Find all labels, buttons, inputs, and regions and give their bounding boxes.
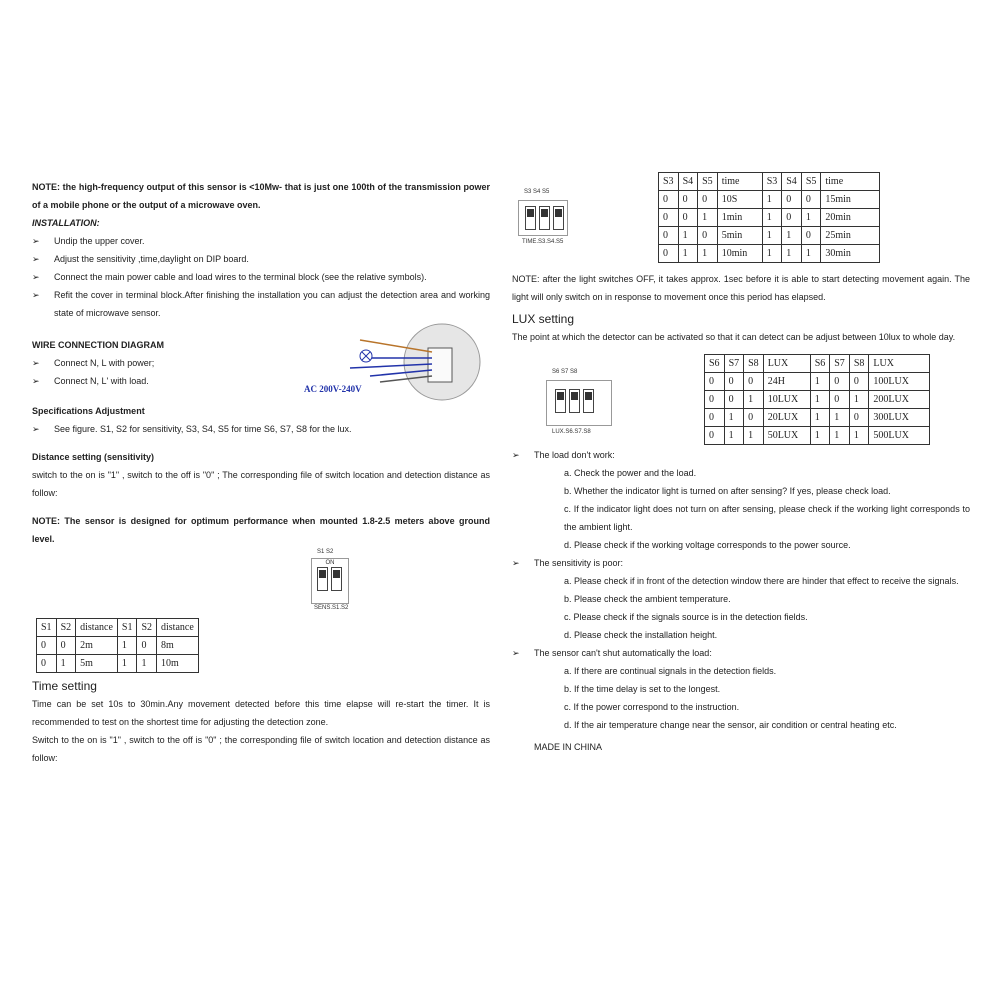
voltage-label: AC 200V-240V	[304, 384, 362, 394]
note-label: NOTE:	[32, 182, 60, 192]
table-cell: 25min	[821, 227, 880, 245]
table-cell: 1	[117, 637, 137, 655]
table-cell: 10m	[157, 655, 199, 673]
trouble-item: d. Please check the installation height.	[564, 630, 718, 640]
left-column	[32, 178, 490, 767]
table-cell: 0	[849, 409, 869, 427]
dip-switch	[583, 389, 594, 413]
dip-caption: TIME.S3.S4.S5	[522, 239, 564, 245]
table-row	[659, 245, 880, 263]
table-cell: 1	[810, 391, 830, 409]
table-cell: 24H	[763, 373, 810, 391]
table-cell: 8m	[157, 637, 199, 655]
table-cell: 0	[724, 391, 744, 409]
dip-switch-box	[311, 558, 349, 604]
table-cell: 0	[801, 191, 821, 209]
table-header-row	[659, 173, 880, 191]
note-text: the high-frequency output of this sensor is <10Mw- that is just one 100th of the transmission power of a mobile phone or the output of a microwave oven.	[32, 182, 490, 210]
table-header: distance	[157, 619, 199, 637]
table-cell: 1	[849, 391, 869, 409]
table-cell: 1	[744, 391, 764, 409]
dip-switch	[539, 206, 550, 230]
trouble-item: c. If the power correspond to the instruction.	[564, 702, 740, 712]
dip-switch	[331, 567, 342, 591]
time-text: Time can be set 10s to 30min.Any movement detected before this time elapse will re-start the timer. It is recommended to test on the shortest time for adjusting the detection zone.	[32, 699, 490, 727]
time-switch-text: Switch to the on is "1" , switch to the off is "0" ; the corresponding file of switch location and detection distance as follow:	[32, 735, 490, 763]
table-cell: 0	[37, 655, 57, 673]
table-cell: 100LUX	[869, 373, 930, 391]
table-cell: 1	[678, 245, 698, 263]
table-cell: 1	[762, 227, 782, 245]
table-cell: 1	[782, 227, 802, 245]
table-cell: 1	[782, 245, 802, 263]
table-cell: 0	[705, 427, 725, 445]
table-header: S7	[724, 355, 744, 373]
dip-caption: SENS.S1.S2	[314, 605, 349, 611]
table-cell: 10S	[717, 191, 762, 209]
table-cell: 0	[37, 637, 57, 655]
table-header: S8	[849, 355, 869, 373]
table-cell: 1	[56, 655, 76, 673]
dip-label: S6 S7 S8	[552, 369, 578, 375]
table-cell: 0	[724, 373, 744, 391]
table-cell: 500LUX	[869, 427, 930, 445]
table-header: S8	[744, 355, 764, 373]
table-cell: 0	[830, 391, 850, 409]
time-table	[658, 172, 880, 263]
table-cell: 0	[659, 209, 679, 227]
distance-heading: Distance setting (sensitivity)	[32, 452, 155, 462]
table-cell: 15min	[821, 191, 880, 209]
table-cell: 1	[698, 245, 718, 263]
dip-switch	[317, 567, 328, 591]
wire-step: ➢ Connect N, L' with load.	[32, 372, 149, 390]
trouble-item: a. Please check if in front of the detection window there are hinder that effect to receive the signals.	[564, 576, 959, 586]
note-label: NOTE:	[32, 516, 60, 526]
note-text: The sensor is designed for optimum performance when mounted 1.8-2.5 meters above ground level.	[32, 516, 490, 544]
note-output	[32, 178, 490, 214]
dip-switch	[569, 389, 580, 413]
distance-text: switch to the on is "1" , switch to the off is "0" ; The corresponding file of switch location and detection distance as follow:	[32, 470, 490, 498]
table-cell: 10min	[717, 245, 762, 263]
table-cell: 200LUX	[869, 391, 930, 409]
table-row	[705, 391, 930, 409]
table-cell: 2m	[76, 637, 118, 655]
dip-label: S3 S4 S5	[524, 189, 550, 195]
trouble-title: ➢ The sensor can't shut automatically the load:	[512, 644, 970, 662]
table-cell: 0	[744, 409, 764, 427]
table-cell: 1	[801, 209, 821, 227]
table-cell: 0	[698, 227, 718, 245]
table-header: S2	[56, 619, 76, 637]
trouble-item: a. If there are continual signals in the detection fields.	[564, 666, 777, 676]
dip-label: S1 S2	[317, 549, 334, 555]
installation-step: ➢ Adjust the sensitivity ,time,daylight on DIP board.	[32, 250, 490, 268]
table-cell: 0	[137, 637, 157, 655]
table-cell: 1	[137, 655, 157, 673]
dip-switch	[555, 389, 566, 413]
table-header: S7	[830, 355, 850, 373]
trouble-item: c. If the indicator light does not turn on after sensing, please check if the working light corresponds to the ambient light.	[564, 504, 970, 532]
trouble-item: b. Please check the ambient temperature.	[564, 594, 731, 604]
installation-step: ➢ Undip the upper cover.	[32, 232, 490, 250]
right-column	[512, 172, 970, 756]
dip-sensitivity	[32, 548, 490, 614]
table-cell: 1	[724, 427, 744, 445]
table-row	[705, 427, 930, 445]
table-cell: 20LUX	[763, 409, 810, 427]
distance-table	[36, 618, 199, 673]
table-row	[705, 373, 930, 391]
dip-switch-box	[546, 380, 612, 426]
table-cell: 1	[762, 209, 782, 227]
table-cell: 0	[744, 373, 764, 391]
table-cell: 1	[724, 409, 744, 427]
note-mounting	[32, 512, 490, 548]
table-cell: 5min	[717, 227, 762, 245]
table-cell: 1	[830, 409, 850, 427]
table-header: S6	[810, 355, 830, 373]
table-cell: 0	[678, 191, 698, 209]
trouble-title: ➢ The sensitivity is poor:	[512, 554, 970, 572]
table-cell: 0	[782, 209, 802, 227]
trouble-item: a. Check the power and the load.	[564, 468, 697, 478]
spec-heading: Specifications Adjustment	[32, 406, 145, 416]
table-cell: 0	[705, 391, 725, 409]
table-cell: 0	[782, 191, 802, 209]
dip-switch	[525, 206, 536, 230]
table-row	[37, 637, 199, 655]
installation-step: ➢ Refit the cover in terminal block.After finishing the installation you can adjust the detection area and working state of microwave sensor.	[32, 286, 490, 322]
table-cell: 0	[830, 373, 850, 391]
dip-switch-box	[518, 200, 568, 236]
wire-heading: WIRE CONNECTION DIAGRAM	[32, 340, 164, 350]
table-row	[659, 191, 880, 209]
table-cell: 0	[659, 227, 679, 245]
table-header: S3	[762, 173, 782, 191]
table-header: distance	[76, 619, 118, 637]
table-row	[659, 209, 880, 227]
table-header: S2	[137, 619, 157, 637]
dip-on-label: ON	[325, 560, 335, 566]
time-dip-section	[512, 172, 970, 270]
lux-dip-section	[512, 354, 970, 446]
trouble-item: b. If the time delay is set to the longest.	[564, 684, 721, 694]
table-header: LUX	[869, 355, 930, 373]
table-header: LUX	[763, 355, 810, 373]
table-cell: 1	[810, 427, 830, 445]
note-delay: NOTE: after the light switches OFF, it takes approx. 1sec before it is able to start detecting movement again. The light will only switch on in response to movement once this period has elapsed.	[512, 274, 970, 302]
time-heading: Time setting	[32, 679, 97, 693]
table-cell: 0	[56, 637, 76, 655]
table-row	[705, 409, 930, 427]
table-header: S3	[659, 173, 679, 191]
table-cell: 0	[659, 191, 679, 209]
table-cell: 1	[117, 655, 137, 673]
table-cell: 1	[698, 209, 718, 227]
wire-section	[32, 326, 490, 402]
installation-heading: INSTALLATION:	[32, 218, 100, 228]
table-cell: 0	[705, 373, 725, 391]
table-cell: 1	[849, 427, 869, 445]
table-header: S5	[698, 173, 718, 191]
lux-table	[704, 354, 930, 445]
table-cell: 0	[801, 227, 821, 245]
made-in: MADE IN CHINA	[534, 742, 603, 752]
trouble-title: ➢ The load don't work:	[512, 446, 970, 464]
table-header: S6	[705, 355, 725, 373]
terminal-block	[428, 348, 452, 382]
table-cell: 10LUX	[763, 391, 810, 409]
trouble-item: b. Whether the indicator light is turned on after sensing? If yes, please check load.	[564, 486, 891, 496]
table-row	[659, 227, 880, 245]
table-header: S1	[37, 619, 57, 637]
trouble-item: d. If the air temperature change near the sensor, air condition or central heating etc.	[564, 720, 897, 730]
table-cell: 0	[849, 373, 869, 391]
table-cell: 5m	[76, 655, 118, 673]
table-cell: 1	[810, 409, 830, 427]
lux-heading: LUX setting	[512, 312, 575, 326]
table-cell: 1	[801, 245, 821, 263]
table-cell: 1	[830, 427, 850, 445]
lux-text: The point at which the detector can be activated so that it can detect can be adjust between 10lux to whole day.	[512, 332, 956, 342]
table-cell: 1	[810, 373, 830, 391]
table-cell: 50LUX	[763, 427, 810, 445]
wire-step: ➢ Connect N, L with power;	[32, 354, 154, 372]
dip-caption: LUX.S6.S7.S8	[552, 429, 591, 435]
table-header-row	[37, 619, 199, 637]
table-cell: 1	[762, 191, 782, 209]
table-header: time	[821, 173, 880, 191]
table-cell: 1	[678, 227, 698, 245]
table-cell: 300LUX	[869, 409, 930, 427]
table-cell: 1min	[717, 209, 762, 227]
table-cell: 0	[678, 209, 698, 227]
trouble-item: c. Please check if the signals source is in the detection fields.	[564, 612, 808, 622]
table-header: S1	[117, 619, 137, 637]
table-header: S4	[678, 173, 698, 191]
table-cell: 1	[762, 245, 782, 263]
wiring-diagram	[300, 318, 490, 402]
table-header: time	[717, 173, 762, 191]
table-header: S5	[801, 173, 821, 191]
table-header: S4	[782, 173, 802, 191]
table-cell: 0	[705, 409, 725, 427]
table-cell: 30min	[821, 245, 880, 263]
table-cell: 0	[698, 191, 718, 209]
table-cell: 0	[659, 245, 679, 263]
installation-step: ➢ Connect the main power cable and load wires to the terminal block (see the relative symbols).	[32, 268, 490, 286]
table-header-row	[705, 355, 930, 373]
table-cell: 1	[744, 427, 764, 445]
dip-switch	[553, 206, 564, 230]
spec-step: ➢ See figure. S1, S2 for sensitivity, S3, S4, S5 for time S6, S7, S8 for the lux.	[32, 420, 490, 438]
table-cell: 20min	[821, 209, 880, 227]
table-row	[37, 655, 199, 673]
trouble-item: d. Please check if the working voltage corresponds to the power source.	[564, 540, 851, 550]
